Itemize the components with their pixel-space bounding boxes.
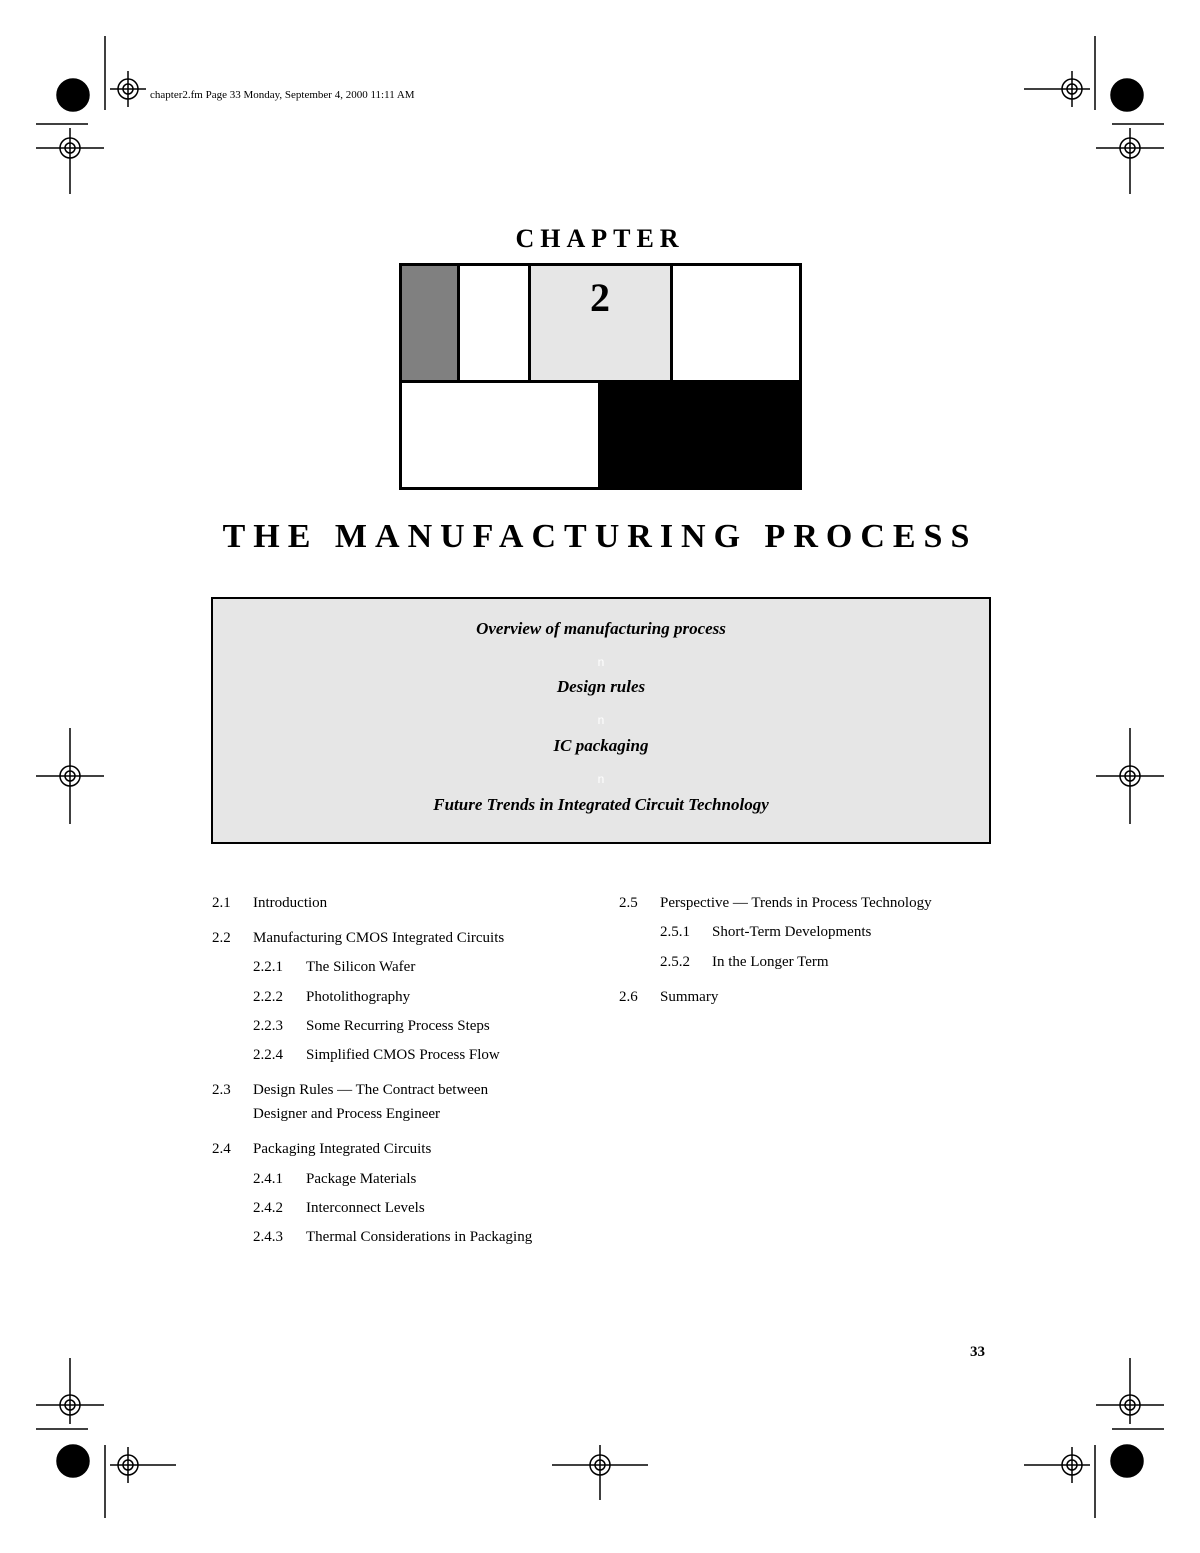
- page-number: 33: [970, 1344, 985, 1360]
- toc-entry: 2.5 Perspective — Trends in Process Technology: [619, 895, 932, 911]
- topic-item: Overview of manufacturing process: [476, 619, 726, 638]
- toc-subentry: 2.2.2 Photolithography: [253, 989, 411, 1005]
- toc-entry: 2.6 Summary: [619, 989, 719, 1005]
- toc-entry: 2.3 Design Rules — The Contract between: [212, 1082, 489, 1098]
- toc-subentry: 2.5.1 Short-Term Developments: [660, 924, 872, 940]
- toc-subentry: 2.4.2 Interconnect Levels: [253, 1200, 425, 1216]
- toc-subentry: 2.4.3 Thermal Considerations in Packaging: [253, 1229, 533, 1245]
- topic-item: Design rules: [556, 677, 646, 696]
- topic-separator: n: [597, 713, 605, 727]
- file-header-line: chapter2.fm Page 33 Monday, September 4, 2000 11:11 AM: [150, 89, 415, 101]
- toc-subentry: 2.5.2 In the Longer Term: [660, 954, 829, 970]
- topics-box: [211, 597, 991, 844]
- chapter-number: 2: [590, 275, 610, 320]
- topic-item: Future Trends in Integrated Circuit Technology: [433, 795, 769, 814]
- chapter-title: THE MANUFACTURING PROCESS: [222, 518, 978, 555]
- toc-entry: 2.2 Manufacturing CMOS Integrated Circuits: [212, 930, 505, 946]
- topic-separator: n: [597, 772, 605, 786]
- toc-subentry: 2.4.1 Package Materials: [253, 1171, 417, 1187]
- toc-entry: 2.1 Introduction: [212, 895, 328, 911]
- toc-subentry: 2.2.4 Simplified CMOS Process Flow: [253, 1047, 500, 1063]
- topic-item: IC packaging: [553, 736, 649, 755]
- registration-dot-icon: [1111, 79, 1143, 111]
- toc-entry: 2.4 Packaging Integrated Circuits: [212, 1141, 432, 1157]
- topic-separator: n: [597, 655, 605, 669]
- toc-subentry: 2.2.3 Some Recurring Process Steps: [253, 1018, 490, 1034]
- registration-dot-icon: [57, 79, 89, 111]
- chapter-graphic: [399, 263, 802, 490]
- chapter-label: CHAPTER: [515, 224, 685, 253]
- toc-subentry: 2.2.1 The Silicon Wafer: [253, 959, 416, 975]
- toc-entry-continuation: Designer and Process Engineer: [253, 1106, 441, 1122]
